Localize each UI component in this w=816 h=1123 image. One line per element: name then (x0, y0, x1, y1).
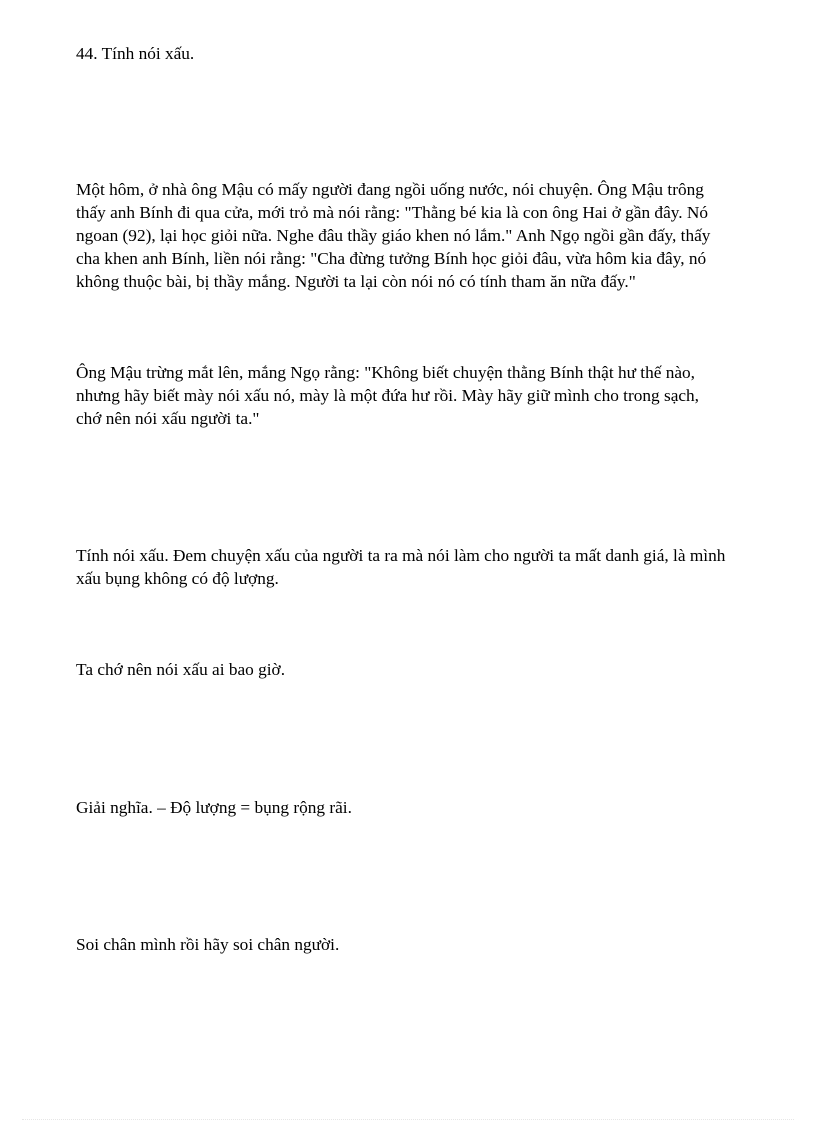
text-line: chớ nên nói xấu người ta." (76, 409, 260, 428)
story-paragraph-2 (76, 361, 782, 430)
story-paragraph-1 (76, 178, 782, 293)
page-bottom-divider (22, 1119, 794, 1120)
text-line: cha khen anh Bính, liền nói rằng: "Cha đừng tưởng Bính học giỏi đâu, vừa hôm kia đây, nó (76, 249, 707, 268)
vocabulary-note: Giải nghĩa. – Độ lượng = bụng rộng rãi. (76, 798, 352, 817)
text-line: xấu bụng không có độ lượng. (76, 569, 279, 588)
text-line: thấy anh Bính đi qua cửa, mới trỏ mà nói rằng: "Thằng bé kia là con ông Hai ở gần đây. Nó (76, 203, 709, 222)
text-line: Ông Mậu trừng mắt lên, mắng Ngọ rằng: "Không biết chuyện thằng Bính thật hư thế nào, (76, 363, 695, 382)
lesson-paragraph (76, 544, 782, 590)
text-line: Tính nói xấu. Đem chuyện xấu của người ta ra mà nói làm cho người ta mất danh giá, là mình (76, 546, 726, 565)
text-line: ngoan (92), lại học giỏi nữa. Nghe đâu thầy giáo khen nó lắm." Anh Ngọ ngồi gần đấy, thấy (76, 226, 711, 245)
lesson-title: 44. Tính nói xấu. (76, 44, 195, 63)
text-line: không thuộc bài, bị thầy mắng. Người ta lại còn nói nó có tính tham ăn nữa đấy." (76, 272, 636, 291)
text-line: nhưng hãy biết mày nói xấu nó, mày là một đứa hư rồi. Mày hãy giữ mình cho trong sạch, (76, 386, 699, 405)
text-line: Một hôm, ở nhà ông Mậu có mấy người đang ngồi uống nước, nói chuyện. Ông Mậu trông (76, 180, 704, 199)
advice-sentence: Ta chớ nên nói xấu ai bao giờ. (76, 660, 286, 679)
proverb: Soi chân mình rồi hãy soi chân người. (76, 935, 340, 954)
